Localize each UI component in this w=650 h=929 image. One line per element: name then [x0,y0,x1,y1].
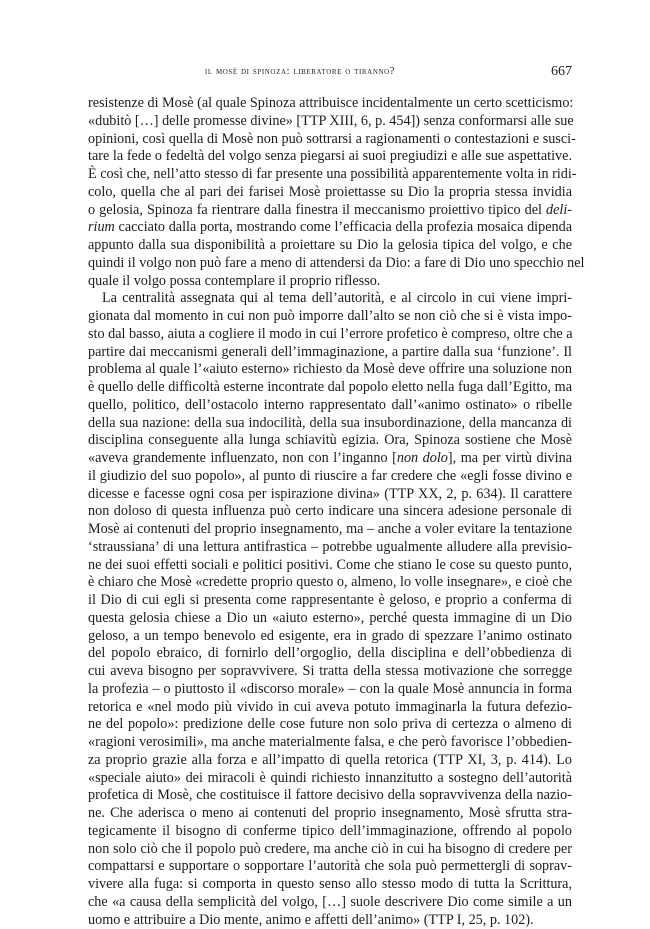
text-line: il Dio di cui egli si presenta come rappresentante è geloso, e proprio a conferma di [88,592,572,610]
text-line: ne. Che aderisca o meno ai contenuti del proprio insegnamento, Mosè sfrutta stra- [88,805,572,823]
text-line: quale il volgo possa contemplare il proprio riflesso. [88,273,572,291]
text-line: gionata dal momento in cui non può imporre dall’alto se non ciò che si è vista impo- [88,308,572,326]
italic-run: non dolo [397,450,448,466]
text-line: geloso, a un tempo benevolo ed esigente, era in grado di spezzare l’animo ostinato [88,628,572,646]
text-run: ], ma per virtù divina [448,450,572,466]
text-line: retorica e «nel modo più vivido in cui aveva potuto immaginarla la futura defezio- [88,699,572,717]
text-line: disciplina conseguente alla lunga schiavitù egizia. Ora, Spinoza sostiene che Mosè [88,432,572,450]
text-line: quindi il volgo non può fare a meno di attendersi da Dio: a fare di Dio uno specchio nel [88,255,572,273]
paragraph [88,290,572,929]
text-line: quello, politico, dell’ostacolo interno rappresentato dall’«animo ostinato» o ribelle [88,397,572,415]
text-line: non doloso di questa influenza può certo indicare una sincera adesione personale di [88,503,572,521]
text-line: profetica di Mosè, che costituisce il fattore decisivo della sopravvivenza della nazio- [88,787,572,805]
text-line: è chiaro che Mosè «credette proprio questo o, almeno, lo volle insegnare», e cioè che [88,574,572,592]
text-run: cacciato dalla porta, mostrando come l’efficacia della profezia mosaica dipenda [115,219,572,235]
text-line: «speciale aiuto» dei miracoli è quindi richiesto innanzitutto a sostegno dell’autorità [88,770,572,788]
text-line: La centralità assegnata qui al tema dell’autorità, e al circolo in cui viene impri- [88,290,572,308]
paragraph [88,95,572,290]
text-line: vivere alla fuga: si comporta in questo senso allo stesso modo di tutta la Scrittura, [88,876,572,894]
text-line: tare la fede o fedeltà del volgo senza piegarsi ai suoi pregiudizi e alle sue aspettative. [88,148,572,166]
text-line: «dubitò […] delle promesse divine» [TTP XIII, 6, p. 454]) senza conformarsi alle sue [88,113,572,131]
italic-run: deli- [546,202,572,218]
text-line: della sua nazione: della sua indocilità, della sua insubordinazione, della mancanza di [88,415,572,433]
text-line: Mosè ai contenuti del proprio insegnamento, ma – anche a voler evitare la tentazione [88,521,572,539]
text-run: «aveva grandemente influenzato, non con l’inganno [ [88,450,397,466]
text-line: «ragioni verosimili», ma anche materialmente falsa, e che però favorisce l’obbedien- [88,734,572,752]
text-line: ne dei suoi effetti sociali e politici positivi. Come che stiano le cose su questo punto, [88,557,572,575]
text-line: del popolo ebraico, di fornirlo dell’orgoglio, della disciplina e dell’obbedienza di [88,645,572,663]
text-line: cui aveva bisogno per sopravvivere. Si tratta della stessa motivazione che sorregge [88,663,572,681]
text-line: è quello delle difficoltà esterne incontrate dal popolo eletto nella fuga dall’Egitto, ma [88,379,572,397]
text-line: tegicamente il bisogno di conferme tipico dell’immaginazione, offrendo al popolo [88,823,572,841]
text-line: opinioni, così quella di Mosè non può sottrarsi a ragionamenti o contestazioni e susci- [88,131,572,149]
text-line: appunto dalla sua disponibilità a proiettare su Dio la gelosia tipica del volgo, e che [88,237,572,255]
body-text [88,95,572,929]
text-line: compattarsi e supportare o sopportare l’autorità che sola può permettergli di soprav- [88,858,572,876]
text-line: partire dai meccanismi generali dell’immaginazione, a partire dalla sua ‘funzione’. Il [88,344,572,362]
page-header [88,64,572,84]
text-line [88,450,572,468]
text-run: o gelosia, Spinoza fa rientrare dalla finestra il meccanismo proiettivo tipico del [88,202,546,218]
text-line [88,219,572,237]
text-line: È così che, nell’atto stesso di far presente una possibilità apparentemente volta in ridi- [88,166,572,184]
text-line: che «a causa della semplicità del volgo, […] suole descrivere Dio come simile a un [88,894,572,912]
text-line: la profezia – o piuttosto il «discorso morale» – con la quale Mosè annuncia in forma [88,681,572,699]
page-number: 667 [551,64,572,80]
text-line: colo, quella che al pari dei farisei Mosè proiettasse su Dio la propria stessa invidia [88,184,572,202]
text-line: za proprio grazie alla forza e all’impatto di quella retorica (TTP XI, 3, p. 414). Lo [88,752,572,770]
text-line: ne del popolo»: predizione delle cose future non solo priva di certezza o almeno di [88,716,572,734]
text-line: questa gelosia chiese a Dio un «aiuto esterno», perché questa immagine di un Dio [88,610,572,628]
text-line: non solo ciò che il popolo può credere, ma anche ciò in cui ha bisogno di credere per [88,841,572,859]
text-line: problema al quale l’«aiuto esterno» richiesto da Mosè deve offrire una soluzione non [88,361,572,379]
running-head: il mosè di spinoza: liberatore o tiranno? [88,66,512,77]
text-line [88,202,572,220]
text-line: sto dal basso, aiuta a cogliere il modo in cui l’errore profetico è compreso, oltre che a [88,326,572,344]
text-line: dicesse e facesse ogni cosa per ispirazione divina» (TTP XX, 2, p. 634). Il carattere [88,486,572,504]
text-line: uomo e attribuire a Dio mente, animo e affetti dell’animo» (TTP I, 25, p. 102). [88,912,572,929]
italic-run: rium [88,219,115,235]
text-line: ‘straussiana’ di una lettura antifrastica – potrebbe ugualmente alludere alla previsio- [88,539,572,557]
text-line: il giudizio del suo popolo», al punto di riuscire a far credere che «egli fosse divino e [88,468,572,486]
text-line: resistenze di Mosè (al quale Spinoza attribuisce incidentalmente un certo scetticismo: [88,95,572,113]
